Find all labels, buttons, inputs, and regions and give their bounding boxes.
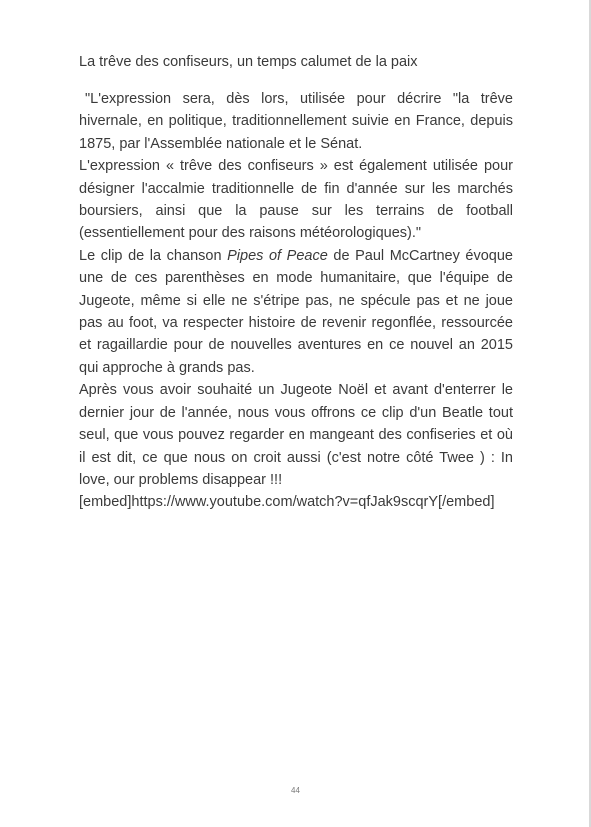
- paragraph-song-intro: Le clip de la chanson: [79, 247, 228, 264]
- paragraph-quote-markets: L'expression « trêve des confiseurs » est également utilisée pour désigner l'accalmie traditionnelle de fin d'année sur les marchés boursiers, ainsi que la pause sur les terrains de football (essentiellement pour des raisons météorologiques).": [79, 158, 513, 242]
- page-number: 44: [291, 786, 300, 795]
- paragraph-song-rest: de Paul McCartney évoque une de ces parenthèses en mode humanitaire, que l'équipe de Jugeote, même si elle ne s'étripe pas, ne spécule pas et ne joue pas au foot, va respecter histoire de revenir regonflée, ressourcée et ragaillardie pour de nouvelles aventures en ce nouvel an 2015 qui approche à grands pas.: [79, 247, 513, 376]
- article-title: La trêve des confiseurs, un temps calumet de la paix: [79, 54, 418, 70]
- article-body: [79, 88, 513, 514]
- embed-link[interactable]: [embed]https://www.youtube.com/watch?v=qfJak9scqrY[/embed]: [79, 494, 495, 511]
- paragraph-new-year-wishes: Après vous avoir souhaité un Jugeote Noël et avant d'enterrer le dernier jour de l'année, nous vous offrons ce clip d'un Beatle tout seul, que vous pouvez regarder en mangeant des confiseries et où il est dit, ce que nous on croit aussi (c'est notre côté Twee ) : In love, our problems disappear !!!: [79, 382, 513, 488]
- song-title: Pipes of Peace: [227, 247, 328, 264]
- paragraph-song-clip: [79, 245, 513, 379]
- paragraph-quote-politics: "L'expression sera, dès lors, utilisée pour décrire "la trêve hivernale, en politique, traditionnellement suivie en France, depuis 1875, par l'Assemblée nationale et le Sénat.: [79, 91, 513, 152]
